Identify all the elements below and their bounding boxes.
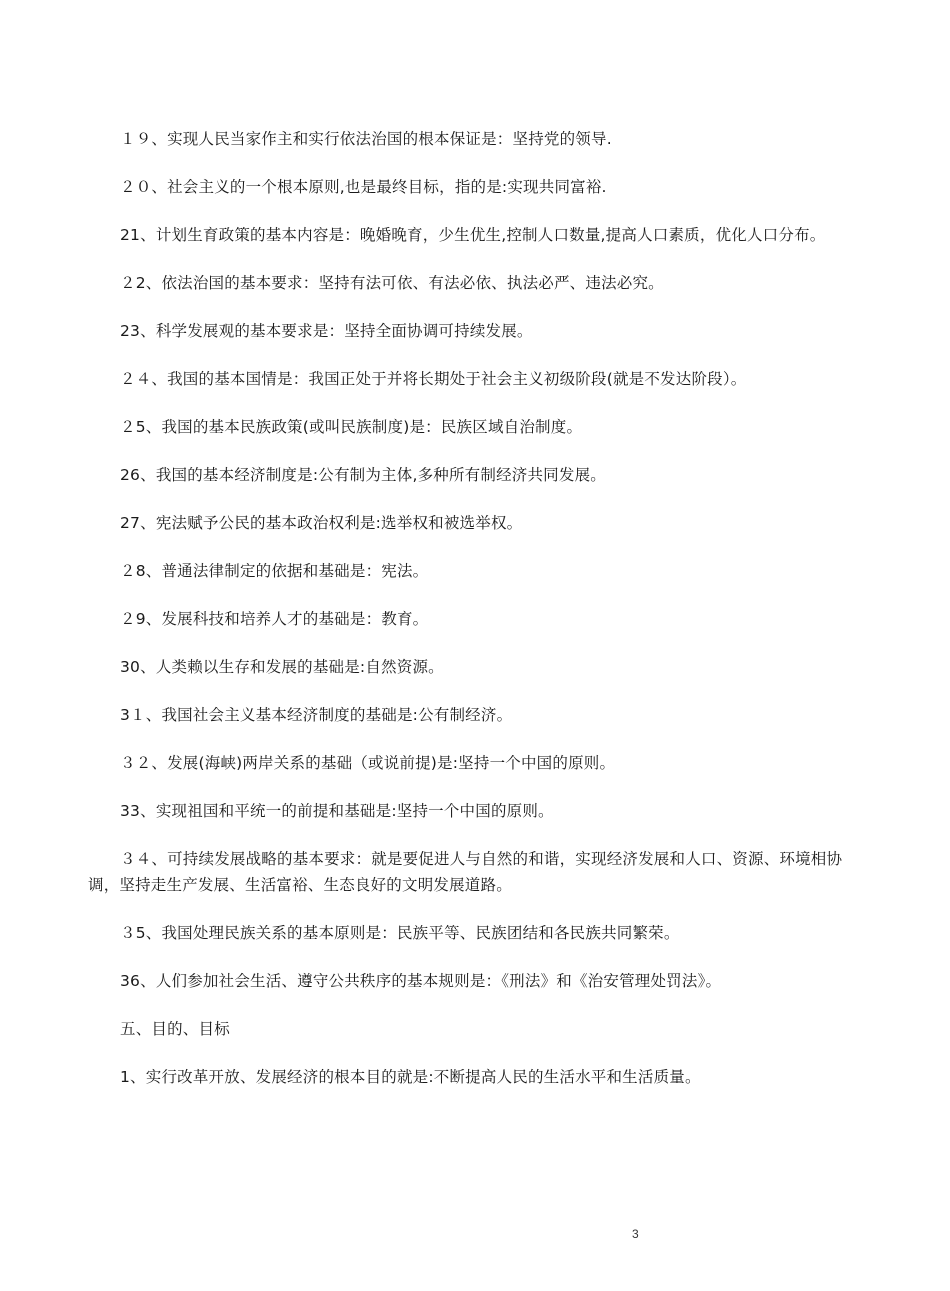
paragraph-22: ２2、依法治国的基本要求：坚持有法可依、有法必依、执法必严、违法必究。 xyxy=(120,274,664,292)
paragraph-33: 33、实现祖国和平统一的前提和基础是:坚持一个中国的原则。 xyxy=(120,802,554,820)
paragraph-34: ３４、可持续发展战略的基本要求：就是要促进人与自然的和谐，实现经济发展和人口、资源、环境相协调，坚持走生产发展、生活富裕、生态良好的文明发展道路。 xyxy=(88,850,843,894)
paragraph-19: １９、实现人民当家作主和实行依法治国的根本保证是：坚持党的领导. xyxy=(120,130,612,148)
paragraph-32: ３２、发展(海峡)两岸关系的基础（或说前提)是:坚持一个中国的原则。 xyxy=(120,754,616,772)
paragraph-31: 3１、我国社会主义基本经济制度的基础是:公有制经济。 xyxy=(120,706,513,724)
paragraph-20: ２０、社会主义的一个根本原则,也是最终目标，指的是:实现共同富裕. xyxy=(120,178,607,196)
paragraph-36: 36、人们参加社会生活、遵守公共秩序的基本规则是：《刑法》和《治安管理处罚法》。 xyxy=(120,972,722,990)
paragraph-25: ２5、我国的基本民族政策(或叫民族制度)是：民族区域自治制度。 xyxy=(120,418,583,436)
paragraph-26: 26、我国的基本经济制度是:公有制为主体,多种所有制经济共同发展。 xyxy=(120,466,606,484)
paragraph-23: 23、科学发展观的基本要求是：坚持全面协调可持续发展。 xyxy=(120,322,533,340)
page-number: 3 xyxy=(632,1227,639,1241)
document-body xyxy=(88,126,868,1112)
section-heading-goals: 五、目的、目标 xyxy=(120,1020,230,1038)
paragraph-29: ２9、发展科技和培养人才的基础是：教育。 xyxy=(120,610,429,628)
paragraph-28: ２8、普通法律制定的依据和基础是：宪法。 xyxy=(120,562,429,580)
paragraph-27: 27、宪法赋予公民的基本政治权利是:选举权和被选举权。 xyxy=(120,514,523,532)
paragraph-24: ２４、我国的基本国情是：我国正处于并将长期处于社会主义初级阶段(就是不发达阶段）。 xyxy=(120,370,747,388)
paragraph-21: 21、计划生育政策的基本内容是：晚婚晚育，少生优生,控制人口数量,提高人口素质，优化人口分布。 xyxy=(120,226,826,244)
paragraph-30: 30、人类赖以生存和发展的基础是:自然资源。 xyxy=(120,658,444,676)
paragraph-goal-1: 1、实行改革开放、发展经济的根本目的就是:不断提高人民的生活水平和生活质量。 xyxy=(120,1068,701,1086)
paragraph-35: ３5、我国处理民族关系的基本原则是：民族平等、民族团结和各民族共同繁荣。 xyxy=(120,924,680,942)
